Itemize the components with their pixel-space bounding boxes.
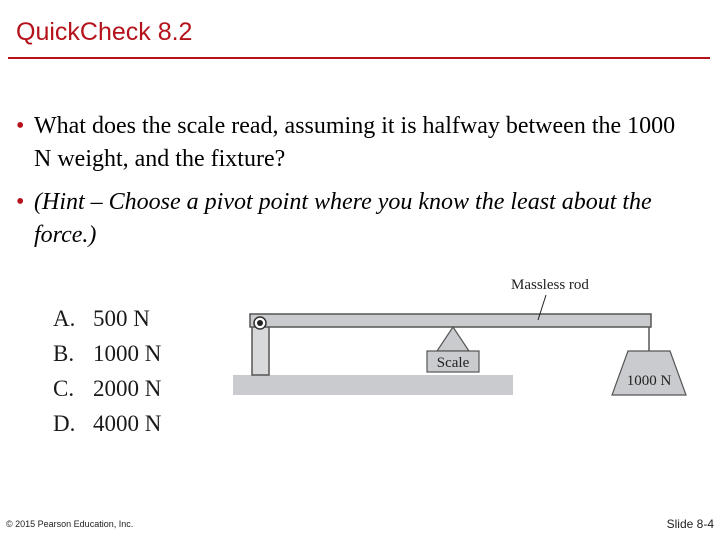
scale-support-icon	[437, 327, 469, 351]
question-bullet	[16, 110, 696, 176]
answer-text: 2000 N	[93, 376, 162, 401]
hint-text: (Hint – Choose a pivot point where you know the least about the force.)	[34, 189, 652, 248]
rod-label: Massless rod	[511, 277, 589, 293]
title-divider	[8, 57, 710, 59]
weight-label: 1000 N	[626, 373, 672, 389]
answer-option-b[interactable]	[53, 336, 161, 371]
answer-option-c[interactable]	[53, 371, 161, 406]
answer-letter: B.	[53, 341, 75, 366]
answer-option-a[interactable]	[53, 301, 161, 336]
slide-title: QuickCheck 8.2	[16, 18, 193, 46]
answer-letter: A.	[53, 306, 76, 331]
answer-text: 4000 N	[93, 411, 162, 436]
slide-number: Slide 8-4	[666, 517, 714, 531]
answer-letter: D.	[53, 411, 76, 436]
bullet-marker: •	[16, 189, 25, 215]
massless-rod	[250, 314, 651, 327]
copyright-text: © 2015 Pearson Education, Inc.	[6, 519, 134, 529]
pivot-pin-center	[257, 320, 263, 326]
lever-diagram	[230, 268, 700, 403]
ground-platform	[233, 375, 513, 395]
answer-list	[53, 301, 161, 441]
answer-text: 500 N	[93, 306, 150, 331]
answer-letter: C.	[53, 376, 75, 401]
scale-label: Scale	[436, 355, 470, 371]
bullet-marker: •	[16, 113, 25, 139]
question-text: What does the scale read, assuming it is halfway between the 1000 N weight, and the fixture?	[34, 113, 676, 172]
answer-text: 1000 N	[93, 341, 162, 366]
hint-bullet	[16, 186, 696, 252]
answer-option-d[interactable]	[53, 406, 161, 441]
